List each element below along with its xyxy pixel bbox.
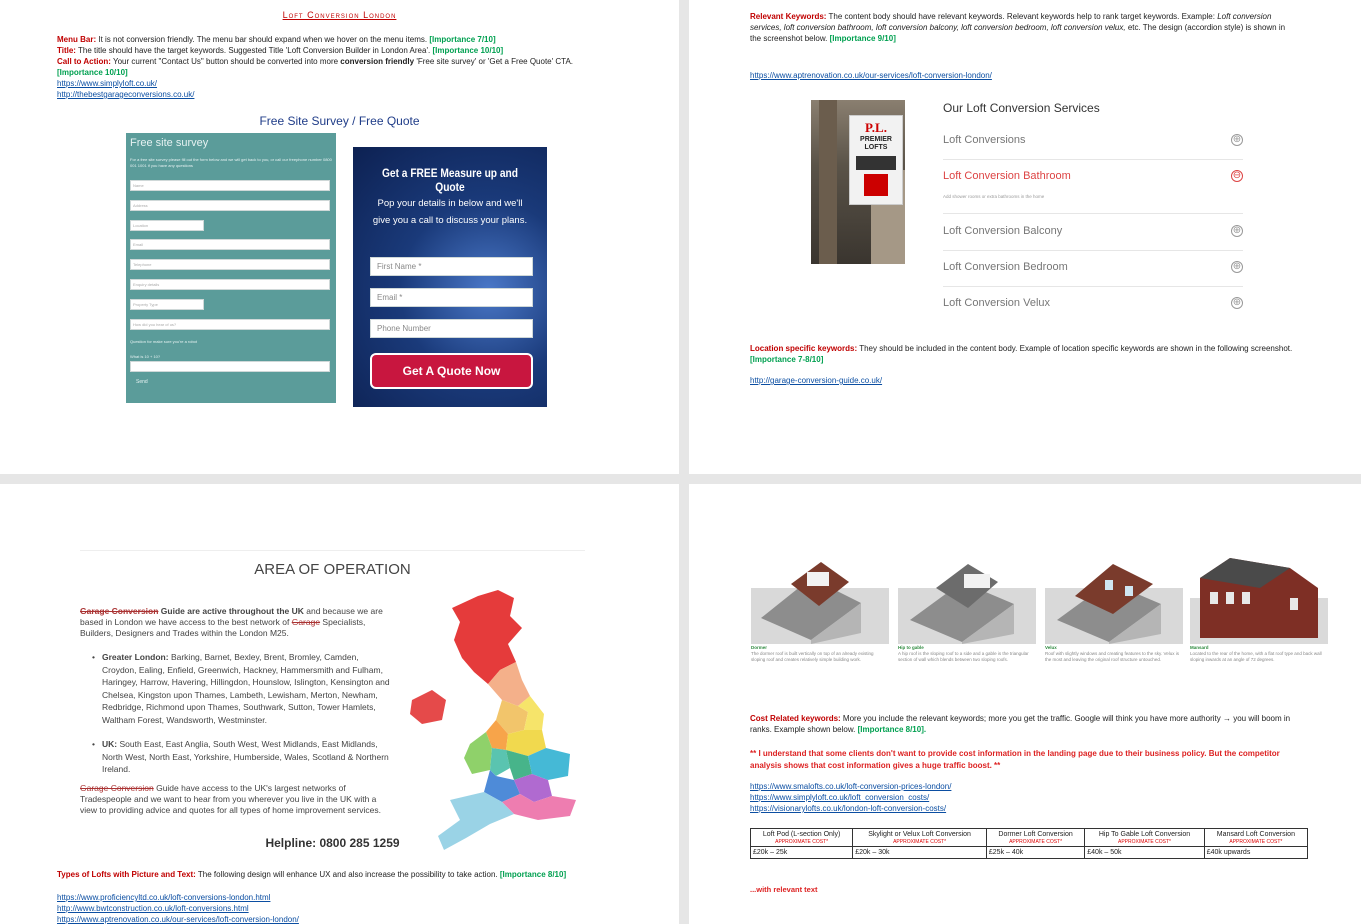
location-keywords-note: Location specific keywords: They should be included in the content body. Example of location specific keywords are shown in the following screenshot. [Importance 7-8/10] bbox=[750, 344, 1293, 364]
link-simplyloft-costs[interactable]: https://www.simplyloft.co.uk/loft_conversion_costs/ bbox=[750, 793, 930, 802]
cost-header-cell: Mansard Loft Conversion APPROXIMATE COST* bbox=[1204, 829, 1307, 847]
accordion-item-bathroom[interactable]: Loft Conversion Bathroom ⊖ Add shower rooms or extra bathrooms in the home bbox=[943, 160, 1243, 214]
quote-email-input[interactable]: Email * bbox=[370, 288, 533, 307]
plus-circle-icon: ⊕ bbox=[1232, 261, 1242, 272]
relevant-keywords-note: Relevant Keywords: The content body should have relevant keywords. Relevant keywords help to rank target keywords. Example: Loft conversion services, loft conversion bathroom, loft conversion balcony, loft conversion bedroom, loft conversion velux, etc. The design (accordion style) is shown in the screenshot below. [Importance 9/10] bbox=[750, 12, 1286, 43]
quote-phone-input[interactable]: Phone Number bbox=[370, 319, 533, 338]
plus-circle-icon: ⊕ bbox=[1232, 134, 1242, 145]
sign-initials: P.L. bbox=[865, 120, 887, 135]
link-bwtconstruction[interactable]: http://www.bwtconstruction.co.uk/loft-conversions.html bbox=[57, 904, 249, 913]
quote-form-subtitle: Pop your details in below and we'll give you a call to discuss your plans. bbox=[372, 198, 528, 226]
premier-lofts-photo bbox=[811, 100, 905, 264]
types-note: Types of Lofts with Picture and Text: The following design will enhance UX and also increase the possibility to take action. [Importance 8/10] bbox=[57, 870, 567, 879]
area-outro: Garage Conversion Guide have access to the UK's largest networks of Tradespeople and we want to hear from you wherever you live in the UK with a view to providing advice and quotes for all types of home improvement services. bbox=[80, 783, 381, 815]
hip-to-gable-house-image bbox=[898, 548, 1036, 644]
cost-value-cell: £20k – 30k bbox=[853, 847, 987, 859]
sign-name: PREMIER LOFTS bbox=[860, 136, 892, 151]
link-smalofts[interactable]: https://www.smalofts.co.uk/loft-conversion-prices-london/ bbox=[750, 782, 952, 791]
footer-note: ...with relevant text bbox=[750, 885, 818, 894]
dormer-caption: Dormer The dormer roof is built vertically on top of an already existing sloping roof and creates relatively simple building work. bbox=[751, 645, 874, 662]
cost-header-cell: Loft Pod (L-section Only) APPROXIMATE COST* bbox=[751, 829, 853, 847]
quote-form-title: Get a FREE Measure up and Quote bbox=[381, 166, 519, 194]
survey-telephone-input[interactable]: Telephone bbox=[130, 259, 330, 270]
mansard-caption: Mansard Located to the rear of the home, with a flat roof type and back wall sloping inwards at an angle of 72 degrees. bbox=[1190, 645, 1322, 662]
survey-form-title: Free site survey bbox=[130, 137, 209, 149]
document-page-3 bbox=[0, 484, 679, 924]
cost-value-cell: £25k – 40k bbox=[986, 847, 1084, 859]
minus-circle-icon: ⊖ bbox=[1232, 170, 1242, 181]
cost-header-cell: Dormer Loft Conversion APPROXIMATE COST* bbox=[986, 829, 1084, 847]
quote-first-name-input[interactable]: First Name * bbox=[370, 257, 533, 276]
link-garage-conversion-guide[interactable]: http://garage-conversion-guide.co.uk/ bbox=[750, 376, 883, 385]
quote-form bbox=[353, 147, 547, 407]
accordion-item-velux[interactable]: Loft Conversion Velux ⊕ bbox=[943, 297, 1242, 309]
survey-name-input[interactable]: Name bbox=[130, 180, 330, 191]
survey-address-input[interactable]: Address bbox=[130, 200, 330, 211]
survey-captcha-label: What is 10 + 10? bbox=[130, 354, 161, 359]
helpline[interactable]: Helpline: 0800 285 1259 bbox=[265, 836, 400, 850]
survey-location-select[interactable]: Location bbox=[130, 220, 204, 231]
free-site-survey-form bbox=[126, 133, 336, 403]
hip-to-gable-caption: Hip to gable A hip roof is the sloping roof to a side and a gable is the triangular section of wall which blends between two sloping roofs. bbox=[898, 645, 1029, 662]
cost-table-header-row bbox=[751, 829, 1308, 847]
cost-table bbox=[750, 828, 1308, 859]
survey-form-intro: For a free site survey please fill out the form below and we will get back to you, or call our freephone number 0800 001 1001 if you have any questions bbox=[130, 157, 332, 168]
document-page-1 bbox=[0, 0, 679, 474]
dormer-house-image bbox=[751, 548, 889, 644]
bathroom-description: Add shower rooms or extra bathrooms in the home bbox=[943, 194, 1045, 199]
page-heading: Loft Conversion London bbox=[282, 10, 397, 20]
cost-note: ** I understand that some clients don't want to provide cost information in the landing page due to their business policy. But the competitor analysis shows that cost information gives a huge traffic boost. ** bbox=[750, 749, 1280, 770]
uk-list: • UK: South East, East Anglia, South West, West Midlands, East Midlands, North West, North East, Yorkshire, Humberside, Wales, Scotland & Northern Ireland. bbox=[92, 739, 389, 774]
get-quote-button[interactable]: Get A Quote Now bbox=[370, 353, 533, 389]
survey-send-button[interactable]: Send bbox=[136, 379, 148, 385]
cost-table-value-row bbox=[751, 847, 1308, 859]
link-aptrenovation-2[interactable]: https://www.aptrenovation.co.uk/our-services/loft-conversion-london/ bbox=[57, 915, 299, 924]
services-title: Our Loft Conversion Services bbox=[943, 101, 1100, 115]
velux-caption: Velux Roof with slightly windows and creating features to the sky. Velux is the most and leaving the original roof structure untouched. bbox=[1045, 645, 1179, 662]
menu-bar-note: Menu Bar: It is not conversion friendly. The menu bar should expand when we hover on the menu items. [Importance 7/10] Title: The title should have the target keywords. Suggested Title 'Loft Conversion Builder in London Area'. [Importance 10/10] Call to Action: Your current "Contact Us" button should be converted into more conversion friendly 'Free site survey' or 'Get a Free Quote' CTA. [Importance 10/10] https://www.simplyloft.co.uk/ http://thebestgarageconversions.co.uk/ bbox=[57, 34, 637, 100]
link-visionarylofts[interactable]: https://visionarylofts.co.uk/london-loft-conversion-costs/ bbox=[750, 804, 947, 813]
area-title: AREA OF OPERATION bbox=[254, 561, 411, 578]
accordion-item-balcony[interactable]: Loft Conversion Balcony ⊕ bbox=[943, 215, 1243, 251]
link-proficiency[interactable]: https://www.proficiencyltd.co.uk/loft-conversions-london.html bbox=[57, 893, 271, 902]
cost-header-cell: Skylight or Velux Loft Conversion APPROXIMATE COST* bbox=[853, 829, 987, 847]
cost-keywords-note: Cost Related keywords: More you include the relevant keywords; more you get the traffic. Google will think you have more authority → you will boom in ranks. Example shown below. [Importance 8/10]. bbox=[750, 714, 1291, 734]
uk-regions-map bbox=[410, 588, 588, 858]
survey-enquiry-input[interactable]: Enquiry details bbox=[130, 279, 330, 290]
greater-london-list: • Greater London: Barking, Barnet, Bexley, Brent, Bromley, Camden, Croydon, Ealing, Enfield, Greenwich, Hackney, Hammersmith and Fulham, Haringey, Harrow, Havering, Hillingdon, Hounslow, Islington, Kensington and Chelsea, Kingston upon Thames, Lambeth, Lewisham, Merton, Newham, Redbridge, Richmond upon Thames, Southwark, Sutton, Tower Hamlets, Waltham Forest, Wandsworth, Westminster. bbox=[92, 652, 390, 725]
survey-email-input[interactable]: Email bbox=[130, 239, 330, 250]
accordion-item-bedroom[interactable]: Loft Conversion Bedroom ⊕ bbox=[943, 251, 1243, 287]
plus-circle-icon: ⊕ bbox=[1232, 297, 1242, 308]
mansard-house-image bbox=[1190, 548, 1328, 644]
cost-header-cell: Hip To Gable Loft Conversion APPROXIMATE COST* bbox=[1085, 829, 1204, 847]
link-aptrenovation[interactable]: https://www.aptrenovation.co.uk/our-services/loft-conversion-london/ bbox=[750, 71, 992, 80]
survey-property-select[interactable]: Property Type bbox=[130, 299, 204, 310]
plus-circle-icon: ⊕ bbox=[1232, 225, 1242, 236]
link-thebestgarage[interactable]: http://thebestgarageconversions.co.uk/ bbox=[57, 90, 195, 99]
survey-heard-input[interactable]: How did you hear of us? bbox=[130, 319, 330, 330]
cost-value-cell: £20k – 25k bbox=[751, 847, 853, 859]
area-intro: Garage Conversion Guide are active throughout the UK and because we are based in London we have access to the best network of Garage Specialists, Builders, Designers and Trades within the London M25. bbox=[80, 606, 383, 638]
survey-question: Question for make sure you're a robot bbox=[130, 339, 198, 344]
sign-board bbox=[849, 115, 903, 205]
survey-heading: Free Site Survey / Free Quote bbox=[259, 114, 420, 128]
cost-value-cell: £40k upwards bbox=[1204, 847, 1307, 859]
cost-value-cell: £40k – 50k bbox=[1085, 847, 1204, 859]
accordion-item-loft-conversions[interactable]: Loft Conversions ⊕ bbox=[943, 124, 1243, 160]
velux-house-image bbox=[1045, 548, 1183, 644]
link-simplyloft[interactable]: https://www.simplyloft.co.uk/ bbox=[57, 79, 158, 88]
survey-captcha-input[interactable] bbox=[130, 361, 330, 372]
